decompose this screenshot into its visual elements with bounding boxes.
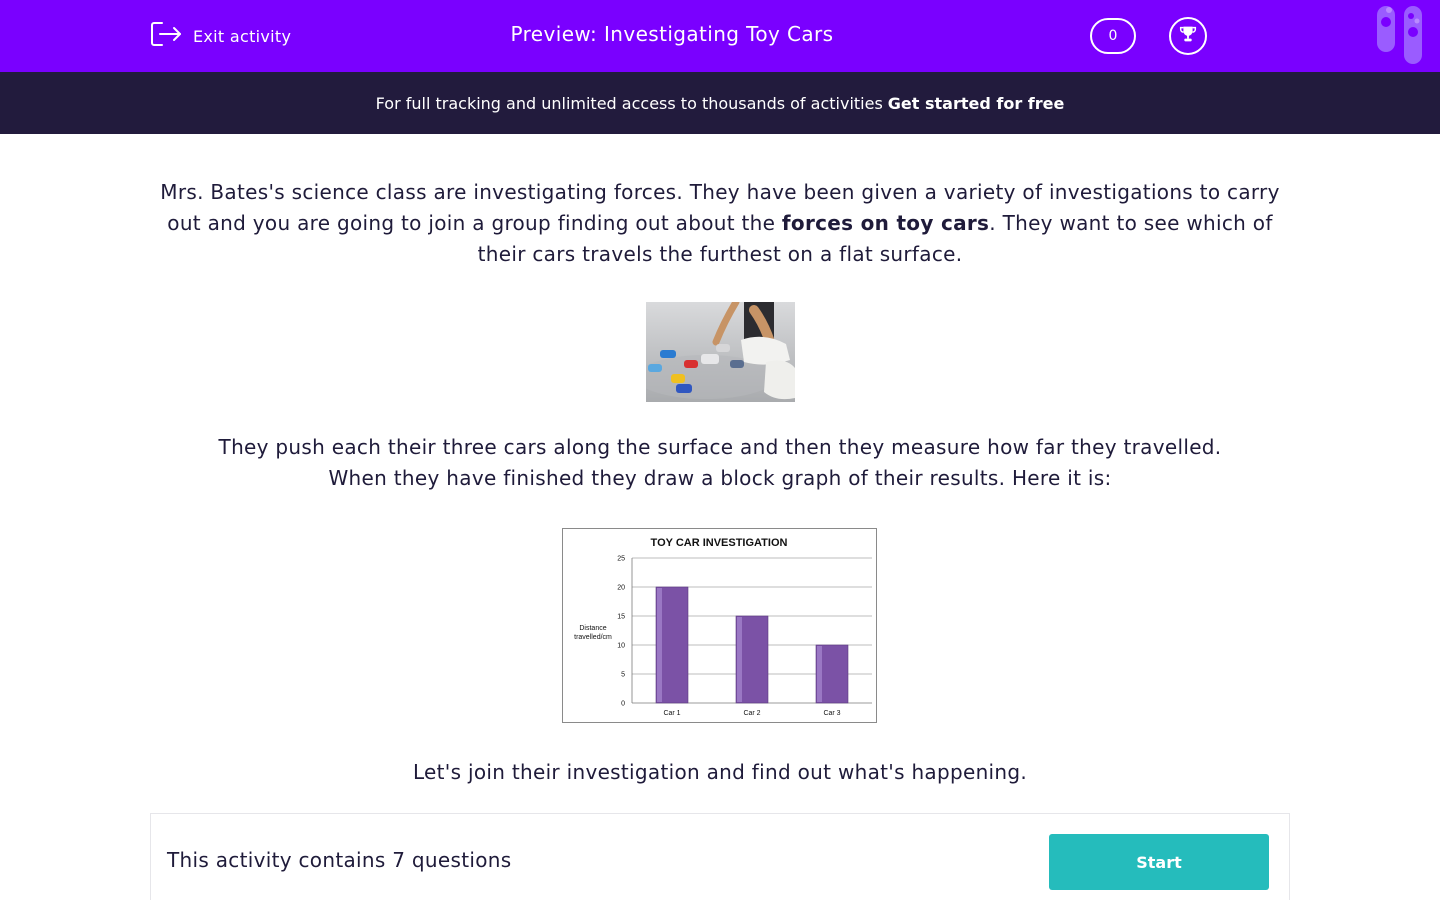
intro-text-start: Mrs. Bates's science class are investigating forces. They have been given a variety of investigations to carry out and you are going to join a group finding out about the — [160, 180, 1280, 235]
intro-paragraph — [160, 177, 1280, 270]
activity-question-count: This activity contains 7 questions — [167, 848, 512, 872]
signup-banner — [0, 72, 1440, 134]
chart-bars — [656, 587, 848, 703]
chart-y-tick-label: 25 — [617, 555, 625, 563]
activity-start-card — [150, 813, 1290, 900]
intro-text-end: . They want to see which of their cars travels the furthest on a flat surface. — [477, 211, 1273, 266]
chart-y-tick-label: 5 — [621, 671, 625, 679]
chart-bar-highlight — [817, 646, 822, 702]
score-counter: 0 — [1090, 18, 1136, 54]
top-bar — [0, 0, 1440, 72]
intro-text-bold: forces on toy cars — [781, 211, 990, 235]
chart-x-tick-label: Car 3 — [823, 710, 841, 717]
trophy-button[interactable] — [1169, 17, 1207, 55]
get-started-link[interactable]: Get started for free — [887, 93, 1065, 113]
chart-axis-labels — [617, 556, 840, 718]
start-button[interactable]: Start — [1049, 834, 1269, 890]
instructions-line-2: When they have finished they draw a block graph of their results. Here it is: — [328, 466, 1112, 490]
chart-ylabel-line-2: travelled/cm — [574, 634, 612, 641]
chart-svg — [563, 529, 876, 722]
toy-car-bar-chart — [562, 528, 877, 723]
page-title: Preview: Investigating Toy Cars — [510, 22, 834, 46]
instructions-line-1: They push each their three cars along the surface and then they measure how far they travelled. — [218, 435, 1222, 459]
banner-text: For full tracking and unlimited access to thousands of activities — [375, 93, 883, 113]
test-tubes-logo-icon — [1374, 4, 1428, 66]
instructions-paragraph — [160, 432, 1280, 494]
chart-y-tick-label: 10 — [617, 642, 625, 650]
chart-title: TOY CAR INVESTIGATION — [650, 537, 788, 549]
chart-x-tick-label: Car 2 — [743, 710, 761, 717]
chart-y-tick-label: 15 — [617, 613, 625, 621]
chart-ylabel-line-1: Distance — [579, 625, 607, 632]
chart-y-tick-label: 0 — [621, 700, 625, 708]
chart-bar-highlight — [737, 617, 742, 702]
exit-activity-label: Exit activity — [193, 26, 292, 46]
trophy-icon — [1177, 23, 1199, 49]
chart-bar-highlight — [657, 588, 662, 702]
toy-cars-photo — [646, 302, 795, 402]
chart-x-tick-label: Car 1 — [663, 710, 681, 717]
join-investigation-text: Let's join their investigation and find out what's happening. — [412, 760, 1028, 784]
chart-y-tick-label: 20 — [617, 584, 625, 592]
